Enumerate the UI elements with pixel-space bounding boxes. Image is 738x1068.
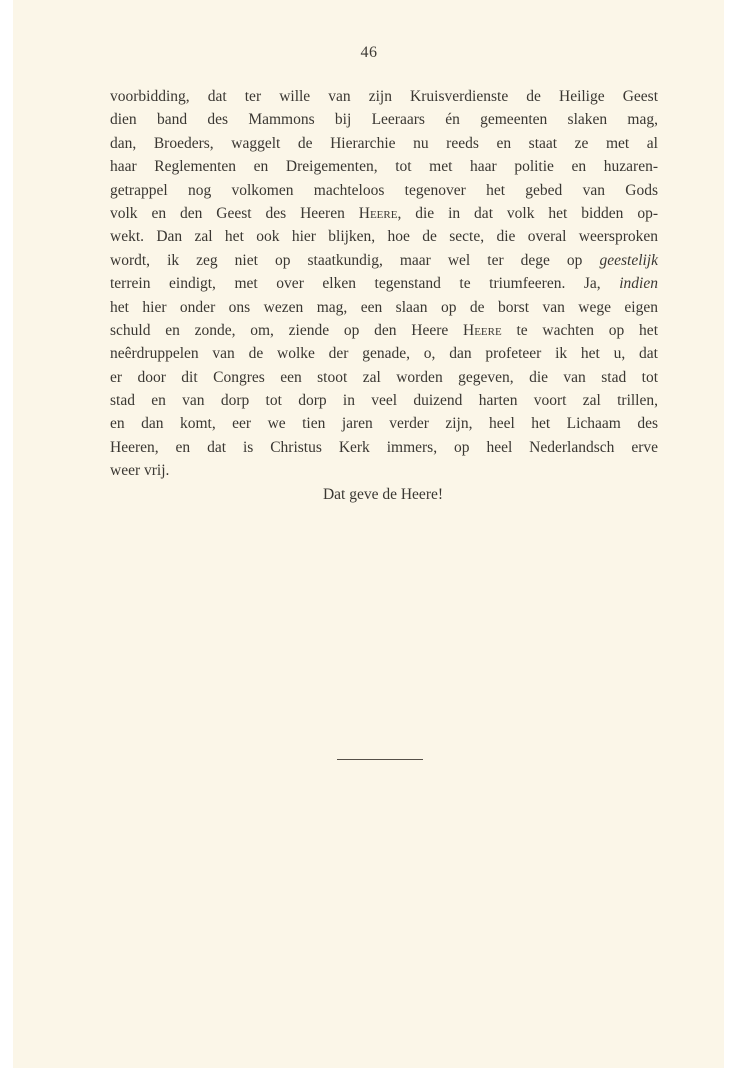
text-segment: wordt, ik zeg niet op staatkundig, maar wel ter dege op [110,251,600,269]
text-segment: terrein eindigt, met over elken tegenstand te triumfeeren. Ja, [110,275,620,293]
text-segment: voorbidding, dat ter wille van zijn Kruisverdienste de Heilige Geest [110,88,658,105]
text-segment: er door dit Congres een stoot zal worden gegeven, die van stad tot [110,368,658,386]
small-caps-text: Heere [358,204,398,222]
text-line [110,389,658,412]
page-number: 46 [360,44,378,61]
text-segment: volk en den Geest des Heeren [110,204,359,222]
text-line [110,225,658,248]
text-line [110,108,658,131]
text-segment: haar Reglementen en Dreigementen, tot met haar politie en huzaren- [110,158,658,176]
text-line [110,155,658,178]
text-segment: het hier onder ons wezen mag, een slaan op de borst van wege eigen [110,298,658,316]
text-segment: dien band des Mammons bij Leeraars én gemeenten slaken mag, [110,111,658,129]
text-segment: en dan komt, eer we tien jaren verder zijn, heel het Lichaam des [110,415,658,433]
text-line [110,342,658,365]
text-segment: stad en van dorp tot dorp in veel duizend harten voort zal trillen, [110,392,658,410]
text-line [110,249,658,272]
section-divider [337,759,423,760]
closing-line: Dat geve de Heere! [322,486,444,503]
text-segment: schuld en zonde, om, ziende op den Heere [110,321,464,339]
text-line [110,179,658,202]
emphasis-text: geestelijk [599,251,658,269]
text-line [110,436,658,459]
text-line [110,319,658,342]
text-line [110,132,658,155]
emphasis-text: indien [619,275,658,293]
text-line [110,202,658,225]
text-segment: , die in dat volk het bidden op- [397,204,658,222]
text-segment: dan, Broeders, waggelt de Hierarchie nu reeds en staat ze met al [110,134,658,152]
text-line [110,459,658,482]
text-segment: te wachten op het [501,321,658,339]
text-segment: weer vrij. [110,462,170,480]
text-line [110,366,658,389]
text-segment: Heeren, en dat is Christus Kerk immers, op heel Nederlandsch erve [110,438,658,456]
text-segment: wekt. Dan zal het ook hier blijken, hoe de secte, die overal weersproken [110,228,658,246]
text-segment: getrappel nog volkomen machteloos tegenover het gebed van Gods [110,181,658,199]
small-caps-text: Heere [463,321,502,339]
text-line [110,272,658,295]
text-segment: neêrdruppelen van de wolke der genade, o, dan profeteer ik het u, dat [110,345,658,363]
body-text [110,85,658,483]
text-line [110,85,658,108]
text-line [110,296,658,319]
text-line [110,412,658,435]
